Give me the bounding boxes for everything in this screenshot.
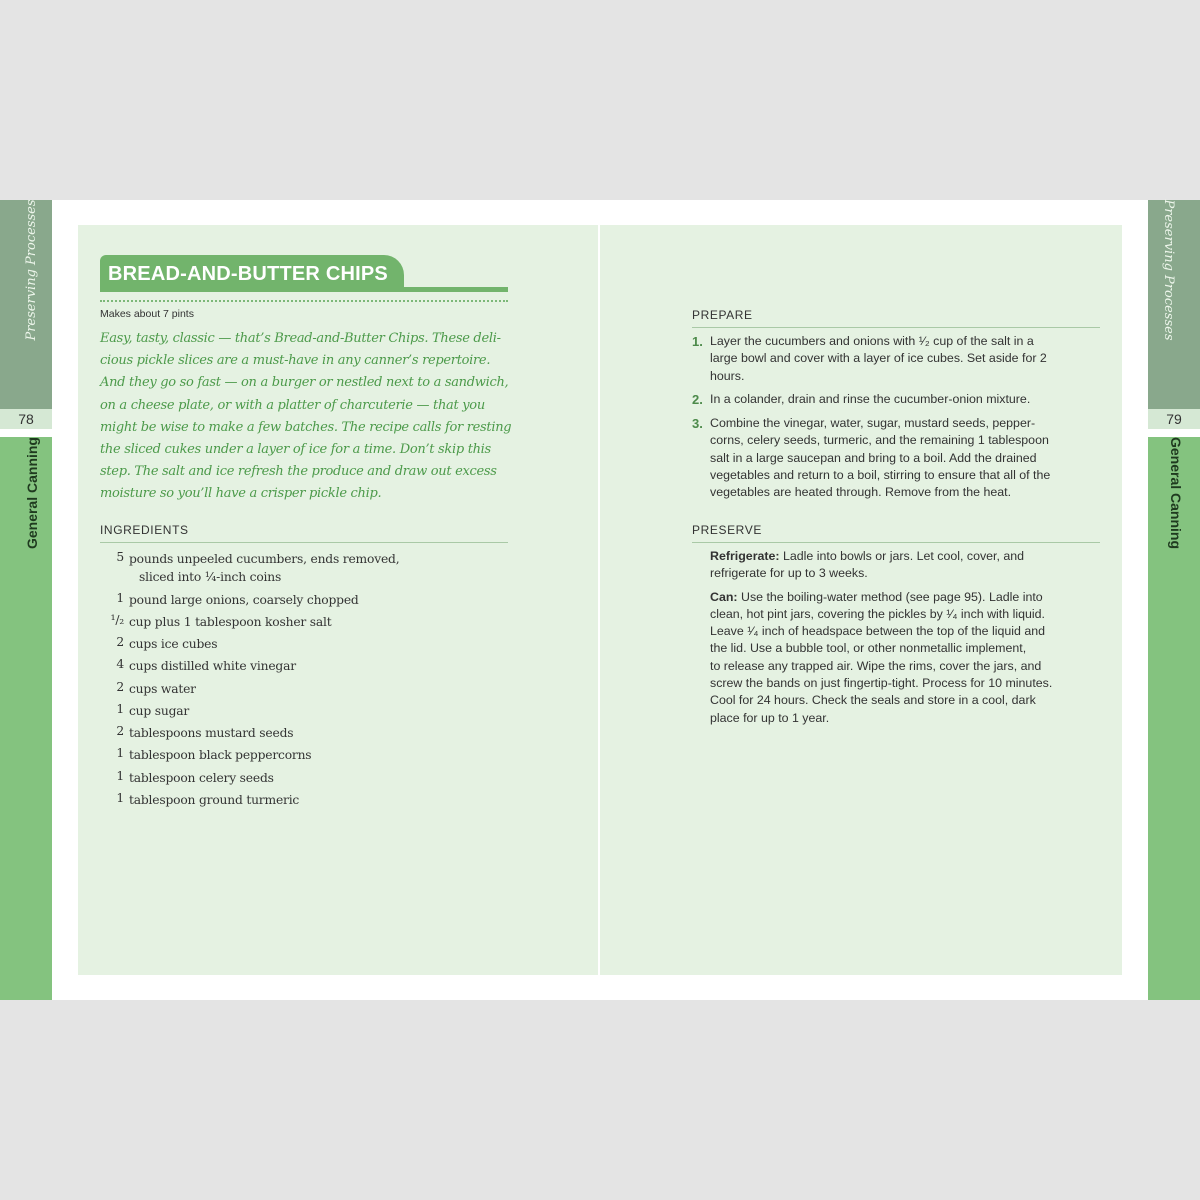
preserve-line: Can: Use the boiling-water method (see page 95). Ladle into [710, 589, 1043, 604]
intro-line: moisture so you’ll have a crisper pickle chip. [100, 486, 382, 502]
left-tab-section-label: Preserving Processes [24, 199, 39, 341]
left-page-panel [78, 225, 598, 975]
step-line: salt in a large saucepan and bring to a boil. Add the drained [710, 450, 1037, 465]
ingredient-text: tablespoon ground turmeric [129, 792, 300, 807]
ingredient-text: tablespoon celery seeds [129, 770, 274, 785]
ingredient-text: pounds unpeeled cucumbers, ends removed, sliced into ¹⁄₄-inch coins [129, 550, 499, 586]
preserve-heading: PRESERVE [692, 523, 1100, 543]
ingredient-item [100, 743, 508, 765]
left-page-number: 78 [0, 409, 52, 429]
ingredient-text: tablespoons mustard seeds [129, 726, 294, 740]
preserve-line: clean, hot pint jars, covering the pickles by ¹⁄₄ inch with liquid. [710, 606, 1045, 621]
ingredient-item [100, 699, 508, 721]
right-tab-section-label: Preserving Processes [1161, 199, 1176, 341]
ingredient-quantity: 4 [116, 657, 124, 672]
intro-line: And they go so fast — on a burger or nestled next to a sandwich, [100, 375, 509, 391]
step-line: corns, celery seeds, turmeric, and the remaining 1 tablespoon [710, 433, 1049, 448]
ingredient-quantity: 5 [116, 550, 124, 564]
preserve-line: screw the bands on just fingertip-tight. Process for 10 minutes. [710, 676, 1053, 691]
ingredients-list [100, 547, 508, 810]
ingredient-text: cups ice cubes [129, 637, 218, 651]
step-line: large bowl and cover with a layer of ice cubes. Set aside for 2 [710, 351, 1047, 366]
prepare-step [692, 391, 1102, 408]
ingredient-item [100, 677, 508, 699]
step-line: vegetables and return to a boil, stirring to ensure that all of the [710, 468, 1051, 483]
recipe-title: BREAD-AND-BUTTER CHIPS [108, 263, 388, 285]
ingredient-item [100, 654, 508, 676]
preserve-line: the lid. Use a bubble tool, or other nonmetallic implement, [710, 641, 1027, 656]
right-page-panel [600, 225, 1122, 975]
ingredient-item [100, 766, 508, 788]
book-spread [0, 200, 1200, 1000]
preserve-line: refrigerate for up to 3 weeks. [710, 566, 868, 581]
intro-line: cious pickle slices are a must-have in any canner’s repertoire. [100, 353, 491, 369]
left-side-tab [0, 200, 52, 1000]
intro-line: might be wise to make a few batches. The recipe calls for resting [100, 419, 512, 435]
ingredient-text: tablespoon black peppercorns [129, 748, 312, 763]
recipe-yield: Makes about 7 pints [100, 308, 194, 320]
preserve-line: place for up to 1 year. [710, 710, 830, 725]
ingredient-item [100, 632, 508, 654]
step-number: 3. [692, 416, 703, 432]
left-tab-chapter-label: General Canning [24, 437, 40, 550]
ingredient-quantity: 1 [116, 701, 124, 716]
step-number: 1. [692, 334, 703, 349]
ingredient-item [100, 721, 508, 743]
ingredient-text-continued: sliced into ¹⁄₄-inch coins [139, 570, 282, 584]
left-tab-section-block [0, 200, 52, 409]
right-tab-chapter-block [1148, 437, 1200, 1000]
ingredient-quantity: 1 [116, 746, 124, 761]
ingredient-quantity: 2 [116, 679, 124, 694]
ingredient-item [100, 588, 508, 610]
dotted-divider [100, 300, 508, 302]
step-number: 2. [692, 392, 703, 408]
right-tab-chapter-label: General Canning [1168, 437, 1184, 550]
intro-line: step. The salt and ice refresh the produce and draw out excess [100, 464, 497, 480]
preserve-method [710, 548, 1104, 583]
ingredient-quantity: 2 [116, 635, 124, 649]
left-tab-chapter-block [0, 437, 52, 1000]
ingredient-text: cup plus 1 tablespoon kosher salt [129, 614, 332, 629]
preserve-method [710, 589, 1104, 727]
ingredient-quantity: 2 [116, 724, 124, 738]
recipe-intro [100, 328, 515, 506]
ingredient-text: cups water [129, 681, 196, 696]
step-line: In a colander, drain and rinse the cucumber-onion mixture. [710, 392, 1031, 407]
preserve-method-label: Can: [710, 589, 738, 604]
preserve-line: Leave ¹⁄₄ inch of headspace between the top of the liquid and [710, 624, 1046, 639]
prepare-heading: PREPARE [692, 308, 1100, 328]
ingredient-quantity: 1 [116, 590, 124, 605]
ingredient-text: cup sugar [129, 703, 190, 718]
preserve-line: Cool for 24 hours. Check the seals and store in a cool, dark [710, 693, 1036, 708]
right-side-tab [1148, 200, 1200, 1000]
ingredient-quantity: 1 [116, 768, 124, 783]
preserve-method-label: Refrigerate: [710, 549, 780, 563]
ingredient-item [100, 610, 508, 632]
intro-line: on a cheese plate, or with a platter of charcuterie — that you [100, 397, 485, 413]
step-line: Layer the cucumbers and onions with ¹⁄₂ cup of the salt in a [710, 334, 1034, 348]
ingredients-heading: INGREDIENTS [100, 523, 508, 543]
ingredient-quantity: ¹/₂ [110, 612, 124, 627]
preserve-line: Refrigerate: Ladle into bowls or jars. Let cool, cover, and [710, 549, 1025, 563]
ingredient-quantity: 1 [116, 790, 124, 805]
recipe-title-tab [100, 255, 404, 291]
right-page-number: 79 [1148, 409, 1200, 429]
ingredient-item [100, 547, 508, 588]
prepare-step [692, 333, 1102, 385]
step-line: Combine the vinegar, water, sugar, mustard seeds, pepper- [710, 416, 1036, 431]
right-tab-section-block [1148, 200, 1200, 409]
ingredient-item [100, 788, 508, 810]
intro-line: the sliced cukes under a layer of ice for a time. Don’t skip this [100, 442, 491, 458]
ingredient-text: cups distilled white vinegar [129, 659, 296, 674]
preserve-instructions [710, 548, 1104, 733]
ingredient-text: pound large onions, coarsely chopped [129, 592, 359, 607]
step-line: vegetables are heated through. Remove from the heat. [710, 485, 1012, 500]
intro-line: Easy, tasty, classic — that’s Bread-and-Butter Chips. These deli- [100, 331, 501, 346]
prepare-steps [692, 333, 1102, 508]
preserve-line: to release any trapped air. Wipe the rims, cover the jars, and [710, 658, 1042, 673]
step-line: hours. [710, 368, 745, 383]
prepare-step [692, 415, 1102, 501]
